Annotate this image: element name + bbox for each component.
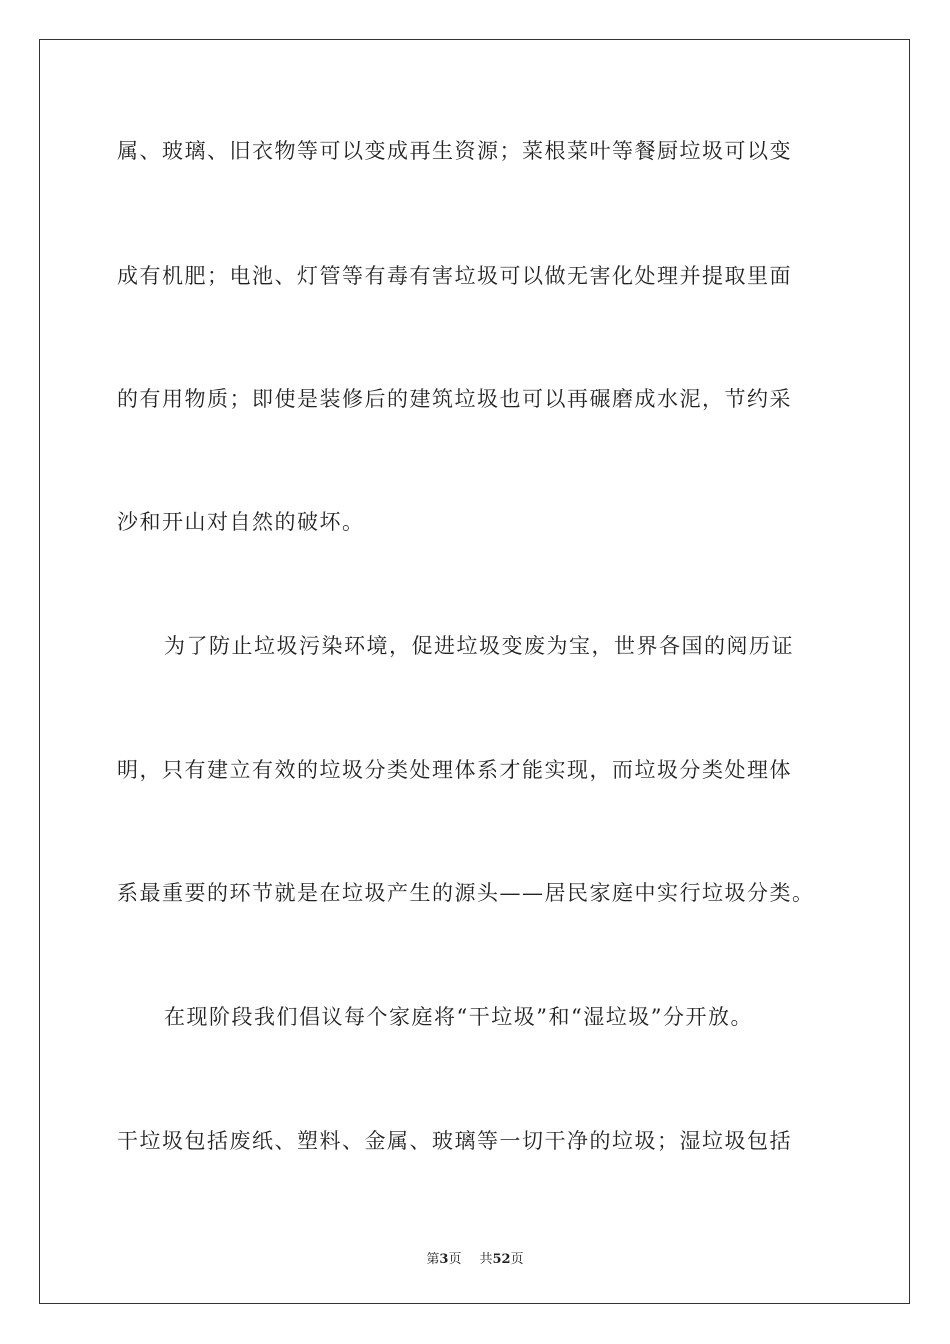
total-pages: 52 bbox=[492, 1252, 511, 1267]
text-line-2: 成有机肥；电池、灯管等有毒有害垃圾可以做无害化处理并提取里面 bbox=[117, 264, 792, 288]
text-line-4: 沙和开山对自然的破坏。 bbox=[117, 510, 365, 534]
page-number: 3 bbox=[439, 1252, 449, 1267]
page-prefix: 第 bbox=[426, 1252, 440, 1267]
total-prefix: 共 bbox=[479, 1252, 493, 1267]
page-border bbox=[39, 39, 910, 1304]
page-suffix: 页 bbox=[448, 1252, 462, 1267]
text-line-6: 明，只有建立有效的垃圾分类处理体系才能实现，而垃圾分类处理体 bbox=[117, 758, 792, 782]
paragraph-start-line-5: 为了防止垃圾污染环境，促进垃圾变废为宝，世界各国的阅历证 bbox=[164, 634, 794, 658]
paragraph-start-line-8: 在现阶段我们倡议每个家庭将“干垃圾”和“湿垃圾”分开放。 bbox=[164, 1005, 753, 1029]
text-line-1: 属、玻璃、旧衣物等可以变成再生资源；菜根菜叶等餐厨垃圾可以变 bbox=[117, 139, 792, 163]
text-line-3: 的有用物质；即使是装修后的建筑垃圾也可以再碾磨成水泥，节约采 bbox=[117, 387, 792, 411]
text-line-7: 系最重要的环节就是在垃圾产生的源头——居民家庭中实行垃圾分类。 bbox=[117, 881, 815, 905]
text-line-9: 干垃圾包括废纸、塑料、金属、玻璃等一切干净的垃圾；湿垃圾包括 bbox=[117, 1129, 792, 1153]
page-footer bbox=[0, 1248, 950, 1267]
total-suffix: 页 bbox=[510, 1252, 524, 1267]
